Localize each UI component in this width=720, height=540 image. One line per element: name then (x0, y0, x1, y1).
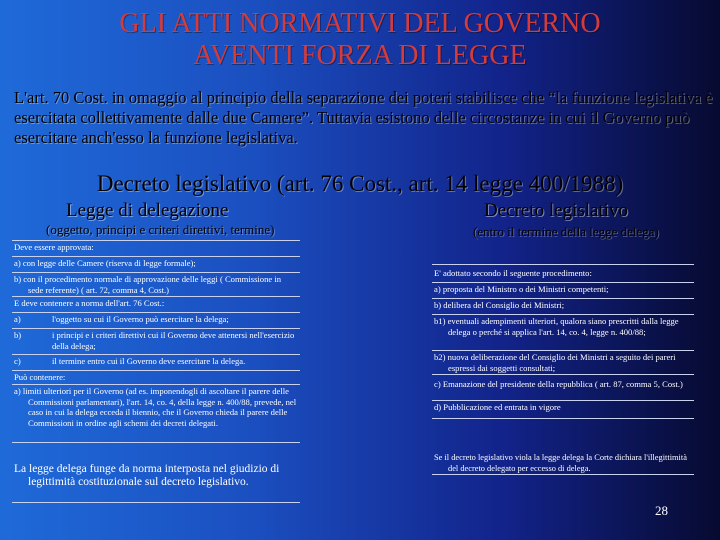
right-row-7: d) Pubblicazione ed entrata in vigore (432, 401, 694, 419)
right-row-2: a) proposta del Ministro o dei Ministri competenti; (432, 283, 694, 299)
left-row-2: a) con legge delle Camere (riserva di legge formale); (12, 257, 300, 273)
left-row-8: Può contenere: (12, 371, 300, 385)
right-row-5: b2) nuova deliberazione del Consiglio dei Ministri a seguito dei pareri espressi dai soggetti consultati; (432, 351, 694, 375)
right-table (432, 264, 694, 475)
left-row-5-label: a) (14, 314, 21, 324)
slide-title-line-2: AVENTI FORZA DI LEGGE (193, 40, 527, 71)
right-column-subheading: (entro il termine della legge delega) (473, 224, 659, 239)
left-row-4: E deve contenere a norma dell'art. 76 Cost.: (12, 297, 300, 313)
left-row-6-label: b) (14, 330, 22, 340)
left-row-3: b) con il procedimento normale di approvazione delle leggi ( Commissione in sede referente) ( art. 72, comma 4, Cost.) (12, 273, 300, 297)
left-row-7 (12, 355, 300, 371)
right-row-3: b) delibera del Consiglio dei Ministri; (432, 299, 694, 315)
left-footer: La legge delega funge da norma interposta nel giudizio di legittimità costituzionale sul decreto legislativo. (12, 443, 300, 503)
left-column-subheading: (oggetto, principi e criteri direttivi, termine) (46, 222, 275, 237)
left-row-9: a) limiti ulteriori per il Governo (ad es. imponendogli di ascoltare il parere delle Commissioni parlamentari), l'art. 14, co. 4, della legge n. 400/88, prevede, nel caso in cui la delega ecceda il biennio, che il Governo chieda il parere delle Commissioni in ordine agli schemi dei decreti delegati. (12, 385, 300, 443)
slide-title (0, 8, 720, 72)
right-row-4: b1) eventuali adempimenti ulteriori, qualora siano prescritti dalla legge delega o perché si applica l'art. 14, co. 4, legge n. 400/88; (432, 315, 694, 351)
left-row-7-text: il termine entro cui il Governo deve esercitare la delega. (52, 356, 246, 366)
right-row-1: E' adottato secondo il seguente procedimento: (432, 265, 694, 283)
left-row-6-text: i principi e i criteri direttivi cui il Governo deve attenersi nell'esercizio della delega; (52, 330, 295, 351)
section-subtitle: Decreto legislativo (art. 76 Cost., art. 14 legge 400/1988) (96, 171, 624, 196)
slide-title-line-1: GLI ATTI NORMATIVI DEL GOVERNO (119, 8, 601, 39)
left-row-1: Deve essere approvata: (12, 241, 300, 257)
right-row-6: c) Emanazione del presidente della repubblica ( art. 87, comma 5, Cost.) (432, 375, 694, 401)
page-number: 28 (655, 503, 668, 518)
left-row-5 (12, 313, 300, 329)
right-footer: Se il decreto legislativo viola la legge delega la Corte dichiara l'illegittimità del decreto delegato per eccesso di delega. (432, 419, 694, 475)
intro-paragraph: L'art. 70 Cost. in omaggio al principio della separazione dei poteri stabilisce che “la funzione legislativa è esercitata collettivamente dalle due Camere”. Tuttavia esistono delle circostanze in cui il Governo può esercitare anch'esso la funzione legislativa. (14, 88, 713, 147)
left-row-5-text: l'oggetto su cui il Governo può esercitare la delega; (52, 314, 229, 324)
left-row-7-label: c) (14, 356, 21, 366)
left-row-6 (12, 329, 300, 355)
left-column-heading: Legge di delegazione (66, 200, 229, 221)
left-table (12, 240, 300, 503)
right-column-heading: Decreto legislativo (484, 200, 629, 221)
